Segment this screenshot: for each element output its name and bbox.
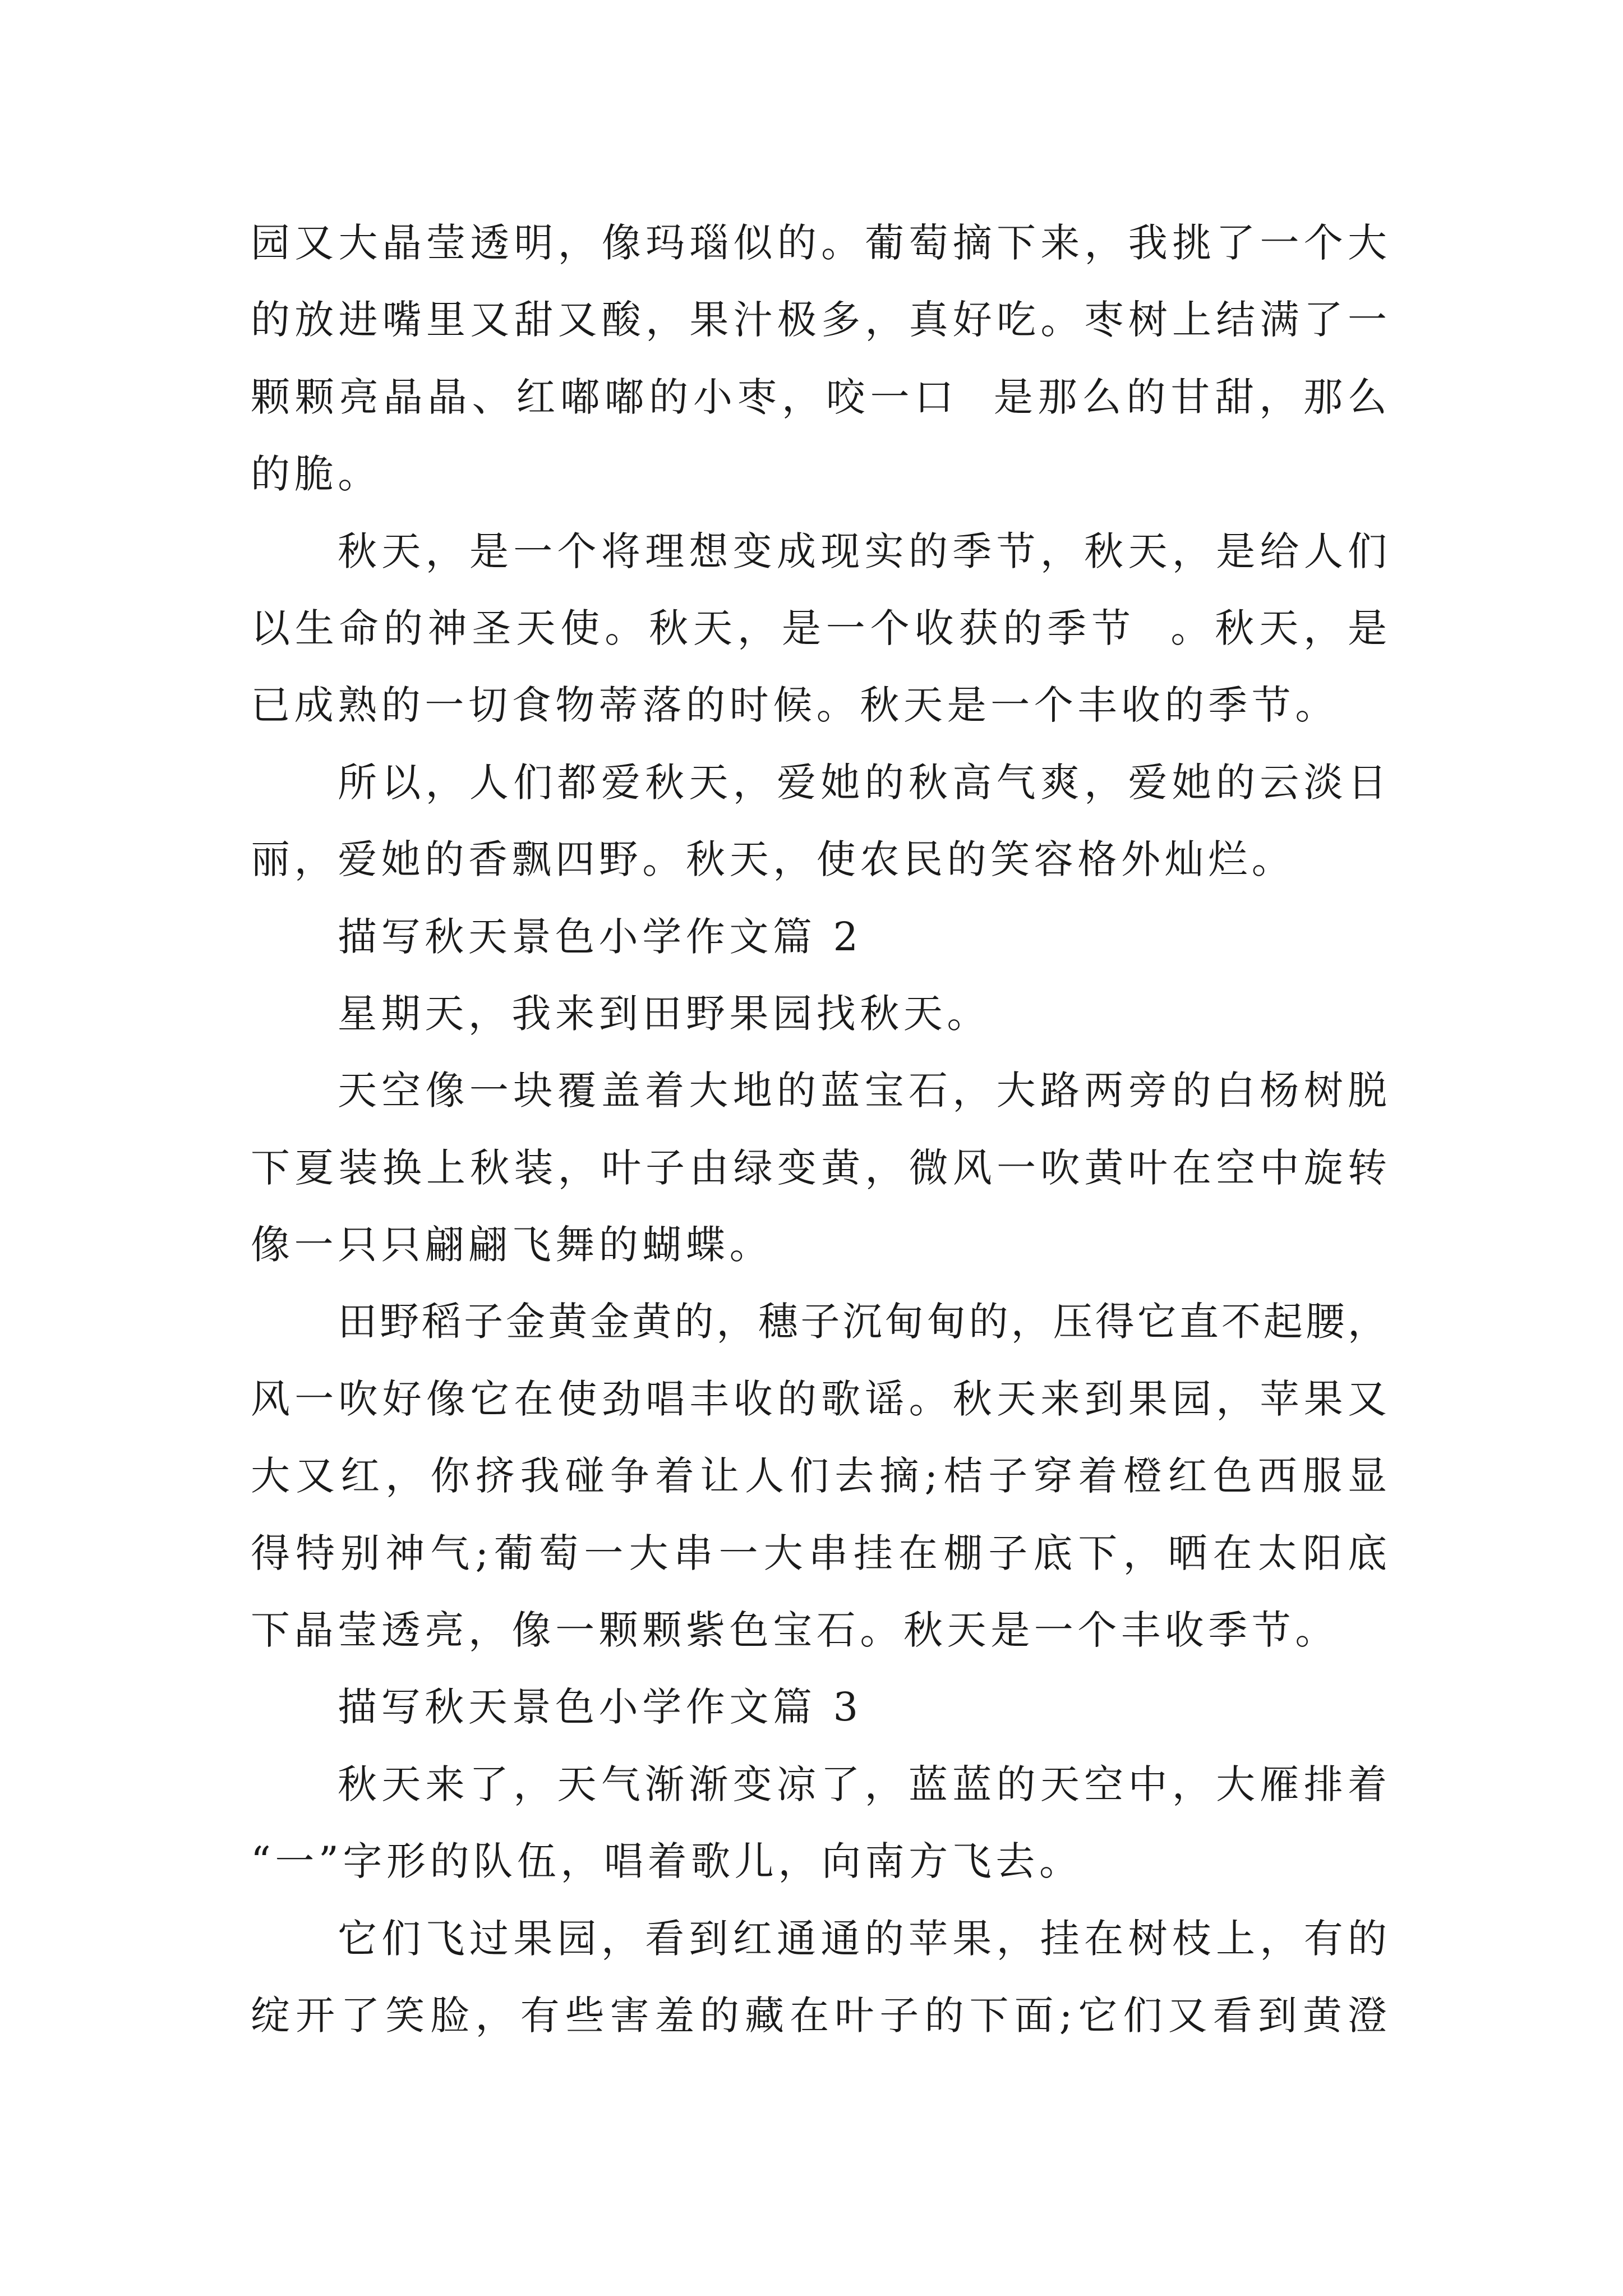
text-line: 天空像一块覆盖着大地的蓝宝石，大路两旁的白杨树脱 [338, 1068, 1387, 1114]
section-heading: 描写秋天景色小学作文篇 3 [338, 1684, 863, 1731]
text-line: 下晶莹透亮，像一颗颗紫色宝石。秋天是一个丰收季节。 [251, 1607, 1339, 1654]
text-line: 大又红，你挤我碰争着让人们去摘;桔子穿着橙红色西服显 [251, 1453, 1387, 1499]
text-line: “一”字形的队伍，唱着歌儿，向南方飞去。 [251, 1838, 1083, 1885]
text-line: 下夏装换上秋装，叶子由绿变黄，微风一吹黄叶在空中旋转 [251, 1144, 1387, 1191]
text-line: 的放进嘴里又甜又酸，果汁极多，真好吃。枣树上结满了一 [251, 297, 1387, 343]
text-line: 秋天，是一个将理想变成现实的季节，秋天，是给人们 [338, 528, 1387, 574]
text-line: 星期天，我来到田野果园找秋天。 [338, 990, 990, 1037]
text-line: 已成熟的一切食物蒂落的时候。秋天是一个丰收的季节。 [251, 682, 1339, 729]
text-line: 绽开了笑脸，有些害羞的藏在叶子的下面;它们又看到黄澄 [251, 1992, 1387, 2039]
text-line: 的脆。 [251, 451, 381, 498]
text-line: 它们飞过果园，看到红通通的苹果，挂在树枝上，有的 [338, 1915, 1387, 1962]
text-line: 颗颗亮晶晶、红嘟嘟的小枣，咬一口 是那么的甘甜，那么 [251, 374, 1387, 420]
document-body [251, 205, 1387, 2054]
section-heading: 描写秋天景色小学作文篇 2 [338, 913, 863, 960]
text-line: 所以，人们都爱秋天，爱她的秋高气爽，爱她的云淡日 [338, 759, 1387, 806]
text-line: 得特别神气;葡萄一大串一大串挂在棚子底下，晒在太阳底 [251, 1530, 1387, 1576]
text-line: 像一只只翩翩飞舞的蝴蝶。 [251, 1222, 773, 1268]
text-line: 园又大晶莹透明，像玛瑙似的。葡萄摘下来，我挑了一个大 [251, 220, 1387, 266]
text-line: 丽，爱她的香飘四野。秋天，使农民的笑容格外灿烂。 [251, 836, 1295, 883]
text-line: 秋天来了，天气渐渐变凉了，蓝蓝的天空中，大雁排着 [338, 1761, 1387, 1807]
text-line: 风一吹好像它在使劲唱丰收的歌谣。秋天来到果园，苹果又 [251, 1375, 1387, 1422]
text-line: 田野稻子金黄金黄的，穗子沉甸甸的，压得它直不起腰， [338, 1299, 1387, 1345]
text-line: 以生命的神圣天使。秋天，是一个收获的季节 。秋天，是 [251, 605, 1387, 651]
